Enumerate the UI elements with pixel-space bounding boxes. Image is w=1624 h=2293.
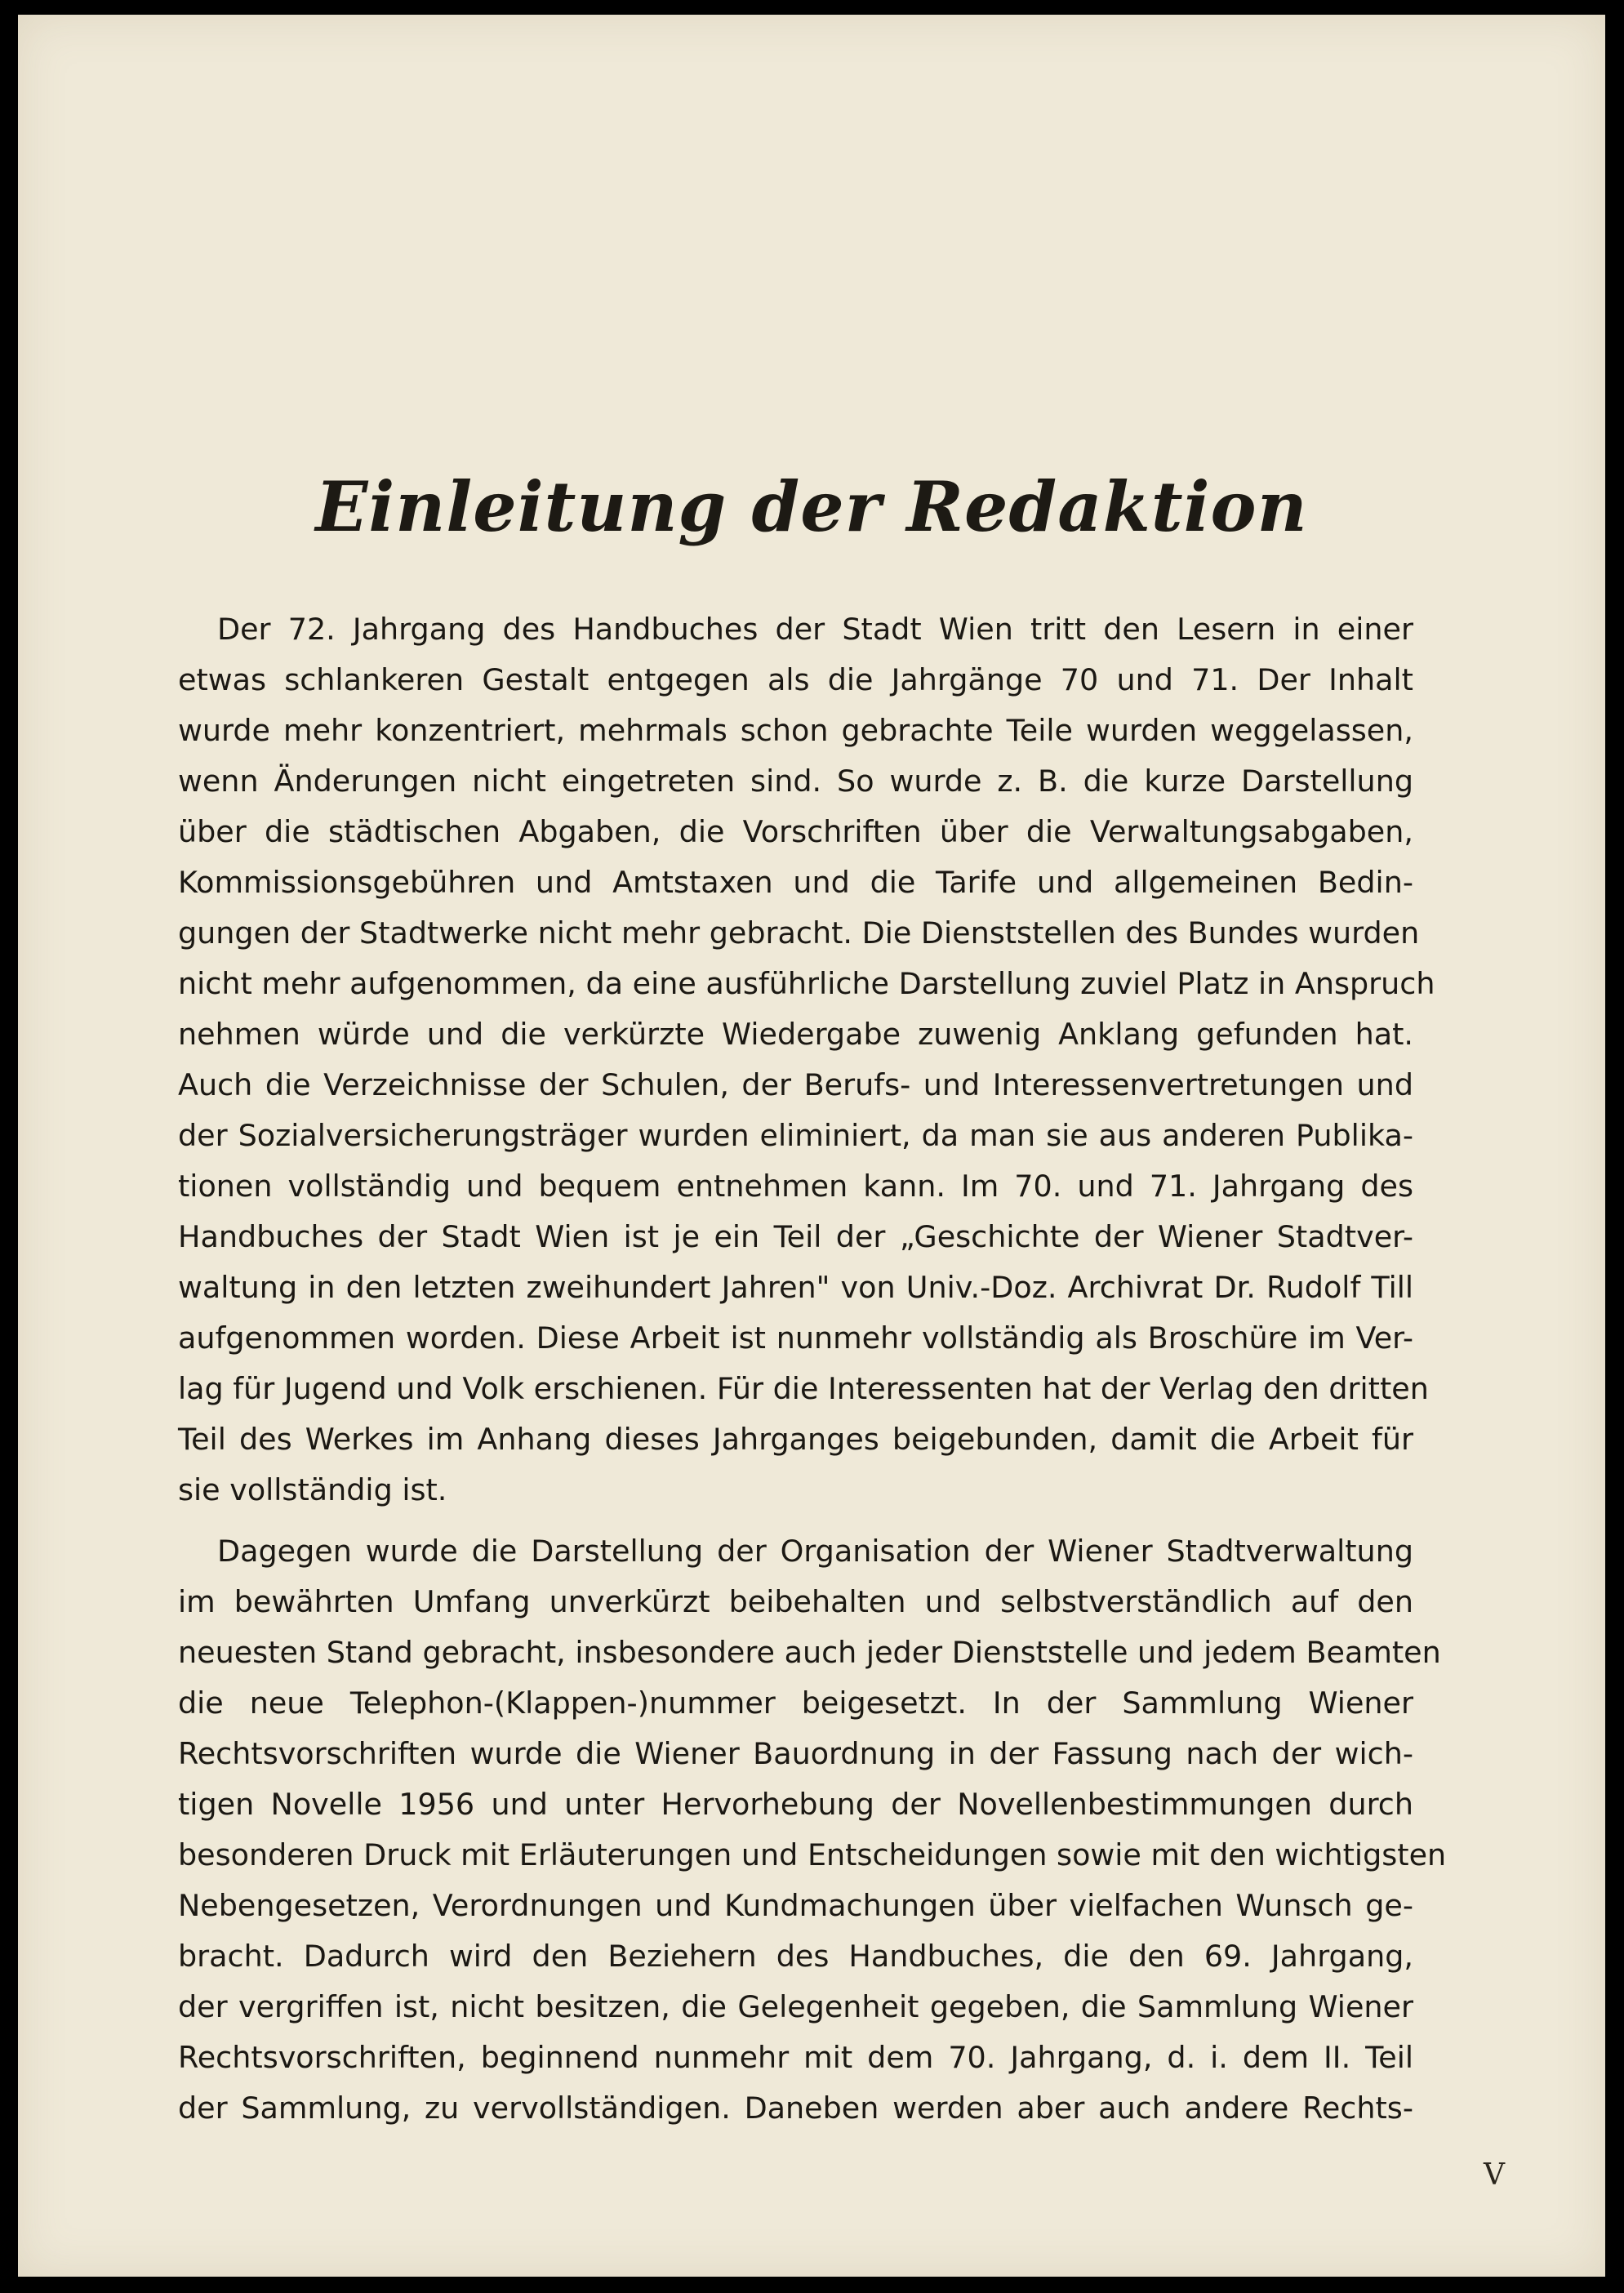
text-line: sie vollständig ist.: [178, 1472, 447, 1507]
text-line: wenn Änderungen nicht eingetreten sind. So wurde z. B. die kurze Darstellung: [178, 764, 1413, 799]
document-page: [18, 15, 1605, 2277]
text-line: nicht mehr aufgenommen, da eine ausführliche Darstellung zuviel Platz in Anspruch: [178, 966, 1435, 1001]
document-body: [178, 604, 1447, 2134]
text-line: der Sammlung, zu vervollständigen. Daneben werden aber auch andere Rechts-: [178, 2090, 1413, 2126]
text-line: im bewährten Umfang unverkürzt beibehalten und selbstverständlich auf den: [178, 1584, 1413, 1619]
text-line: Nebengesetzen, Verordnungen und Kundmachungen über vielfachen Wunsch ge-: [178, 1888, 1413, 1923]
text-line: die neue Telephon-(Klappen-)nummer beigesetzt. In der Sammlung Wiener: [178, 1685, 1413, 1721]
text-line: Teil des Werkes im Anhang dieses Jahrganges beigebunden, damit die Arbeit für: [178, 1422, 1413, 1457]
text-line: Dagegen wurde die Darstellung der Organisation der Wiener Stadtverwaltung: [217, 1534, 1413, 1569]
text-line: Auch die Verzeichnisse der Schulen, der Berufs- und Interessenvertretungen und: [178, 1067, 1413, 1102]
text-line: wurde mehr konzentriert, mehrmals schon gebrachte Teile wurden weggelassen,: [178, 713, 1413, 748]
text-line: bracht. Dadurch wird den Beziehern des Handbuches, die den 69. Jahrgang,: [178, 1939, 1413, 1974]
text-line: lag für Jugend und Volk erschienen. Für die Interessenten hat der Verlag den dritten: [178, 1371, 1429, 1406]
text-line: nehmen würde und die verkürzte Wiedergabe zuwenig Anklang gefunden hat.: [178, 1017, 1413, 1052]
text-line: der Sozialversicherungsträger wurden eliminiert, da man sie aus anderen Publika-: [178, 1118, 1413, 1153]
paragraph-2: [178, 1526, 1447, 2134]
text-line: der vergriffen ist, nicht besitzen, die Gelegenheit gegeben, die Sammlung Wiener: [178, 1989, 1413, 2024]
text-line: Rechtsvorschriften wurde die Wiener Bauordnung in der Fassung nach der wich-: [178, 1736, 1413, 1771]
paragraph-1: [178, 604, 1435, 1516]
text-line: aufgenommen worden. Diese Arbeit ist nunmehr vollständig als Broschüre im Ver-: [178, 1320, 1413, 1356]
text-line: Rechtsvorschriften, beginnend nunmehr mit dem 70. Jahrgang, d. i. dem II. Teil: [178, 2040, 1413, 2075]
text-line: waltung in den letzten zweihundert Jahren" von Univ.-Doz. Archivrat Dr. Rudolf Till: [178, 1270, 1413, 1305]
text-line: Handbuches der Stadt Wien ist je ein Teil der „Geschichte der Wiener Stadtver-: [178, 1219, 1413, 1254]
page-number: V: [1484, 2158, 1505, 2192]
text-line: Der 72. Jahrgang des Handbuches der Stadt Wien tritt den Lesern in einer: [217, 612, 1413, 647]
text-line: Kommissionsgebühren und Amtstaxen und die Tarife und allgemeinen Bedin-: [178, 865, 1413, 900]
text-line: etwas schlankeren Gestalt entgegen als die Jahrgänge 70 und 71. Der Inhalt: [178, 662, 1413, 697]
text-line: tionen vollständig und bequem entnehmen kann. Im 70. und 71. Jahrgang des: [178, 1169, 1413, 1204]
text-line: besonderen Druck mit Erläuterungen und Entscheidungen sowie mit den wichtigsten: [178, 1837, 1447, 1872]
text-line: tigen Novelle 1956 und unter Hervorhebung der Novellenbestimmungen durch: [178, 1787, 1413, 1822]
text-line: gungen der Stadtwerke nicht mehr gebracht. Die Dienststellen des Bundes wurden: [178, 915, 1420, 951]
text-line: über die städtischen Abgaben, die Vorschriften über die Verwaltungsabgaben,: [178, 814, 1413, 849]
document-title: Einleitung der Redaktion: [315, 466, 1308, 547]
text-line: neuesten Stand gebracht, insbesondere auch jeder Dienststelle und jedem Beamten: [178, 1635, 1441, 1670]
